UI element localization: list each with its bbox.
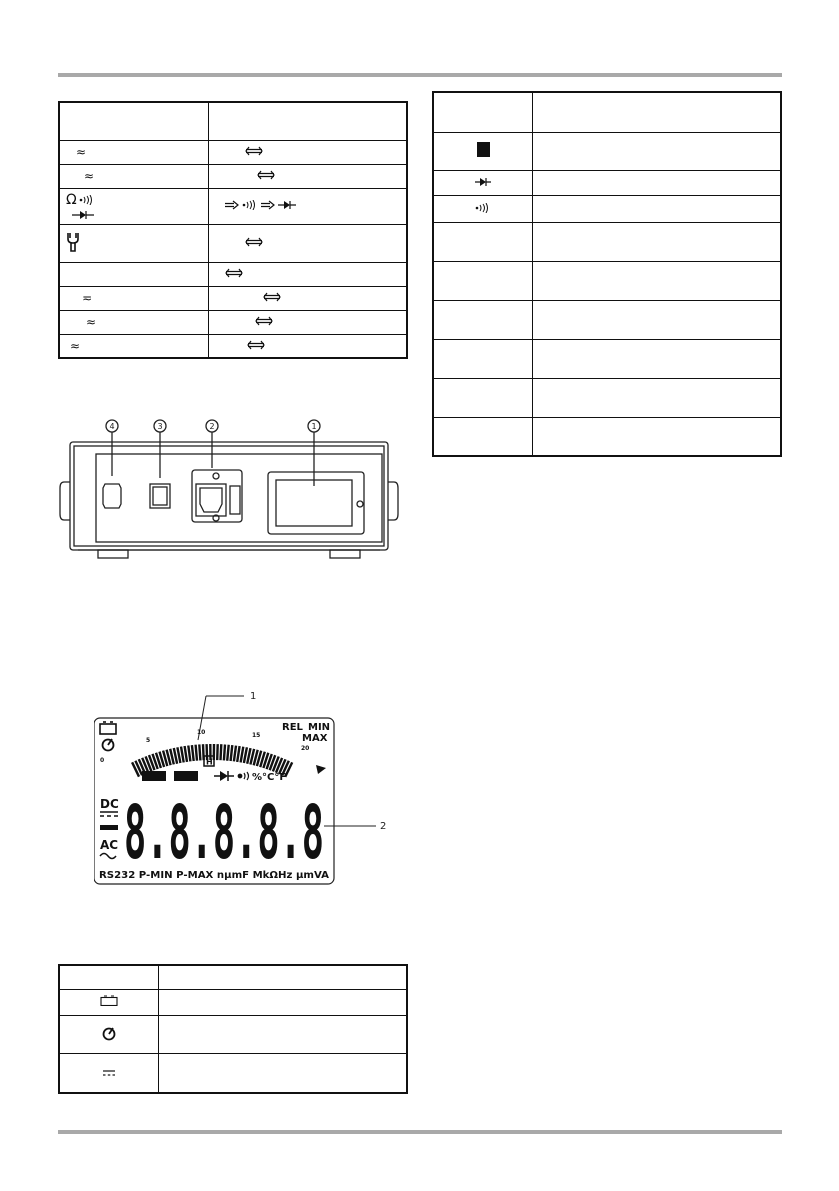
callout-3: 3 bbox=[157, 422, 163, 431]
sound-icon bbox=[79, 195, 93, 205]
lcd-bar-block bbox=[174, 771, 198, 781]
mode-cycle-symbols bbox=[215, 200, 296, 210]
bargraph-segment bbox=[231, 745, 233, 761]
scale-tick-label: 5 bbox=[146, 737, 151, 744]
rear-panel-figure bbox=[58, 414, 400, 564]
rel-indicator: REL bbox=[282, 722, 303, 733]
table-row bbox=[59, 1015, 407, 1053]
lcd-digits: 8.8.8.8.8 bbox=[124, 790, 324, 876]
table-row bbox=[59, 989, 407, 1015]
bargraph-segment bbox=[188, 746, 190, 762]
scale-tick-label: 20 bbox=[301, 745, 310, 752]
battery-icon bbox=[100, 995, 118, 1006]
sound-icon bbox=[242, 200, 258, 210]
diode-icon bbox=[475, 177, 491, 187]
ohm-continuity-diode-symbol bbox=[66, 193, 94, 220]
lcd-bottom-units: RS232 P-MIN P-MAX nµmF MkΩHz µmVA bbox=[99, 870, 330, 881]
bargraph-segment bbox=[192, 745, 194, 761]
lcd-callout-1: 1 bbox=[250, 691, 257, 702]
table-row bbox=[433, 222, 781, 261]
bargraph-segment bbox=[244, 747, 247, 763]
min-indicator: MIN bbox=[308, 722, 331, 733]
bargraph-segment bbox=[199, 744, 200, 760]
right-arrow-icon bbox=[261, 200, 275, 210]
table-row bbox=[433, 378, 781, 417]
battery-icon bbox=[100, 722, 116, 734]
table-row bbox=[59, 262, 407, 286]
sound-icon bbox=[238, 772, 248, 780]
lcd-callout-2: 2 bbox=[380, 821, 387, 832]
table-row bbox=[433, 261, 781, 300]
table-header-row bbox=[59, 102, 407, 140]
bargraph-segment bbox=[185, 746, 187, 762]
callout-1: 1 bbox=[311, 422, 317, 431]
diode-icon bbox=[278, 200, 296, 210]
double-arrow-icon bbox=[215, 268, 243, 278]
table-row bbox=[59, 188, 407, 224]
bottom-rule bbox=[58, 1130, 782, 1134]
bargraph-segment bbox=[181, 747, 184, 763]
table-row bbox=[433, 417, 781, 456]
scale-tick-label: 0 bbox=[100, 757, 105, 764]
bargraph-segment bbox=[227, 745, 229, 761]
bargraph-segment bbox=[196, 745, 197, 761]
top-rule bbox=[58, 73, 782, 77]
auto-power-off-icon bbox=[101, 1025, 117, 1041]
dc-symbol-icon bbox=[100, 812, 118, 816]
bargraph-segment bbox=[224, 745, 225, 761]
key-symbol-table bbox=[432, 91, 782, 457]
table-row bbox=[59, 286, 407, 310]
dc-indicator: DC bbox=[100, 797, 119, 811]
diode-icon bbox=[214, 771, 234, 781]
table-row bbox=[433, 170, 781, 195]
double-arrow-icon bbox=[215, 292, 281, 302]
ac-dc-symbol: ≂ bbox=[82, 291, 93, 305]
bargraph-arrow bbox=[316, 765, 326, 774]
table-row bbox=[59, 224, 407, 262]
function-symbol-table bbox=[58, 101, 408, 359]
table-row bbox=[59, 164, 407, 188]
ac-indicator: AC bbox=[100, 838, 119, 852]
double-arrow-icon bbox=[215, 316, 273, 326]
ac-approx-symbol: ≈ bbox=[70, 338, 81, 353]
bargraph-segment bbox=[177, 747, 180, 763]
ac-approx-symbol: ≈ bbox=[84, 169, 95, 183]
double-arrow-icon bbox=[215, 237, 263, 247]
bargraph-segment bbox=[221, 744, 222, 760]
hold-square-icon bbox=[477, 142, 490, 157]
lcd-bar-block bbox=[142, 771, 166, 781]
bargraph-segment bbox=[241, 747, 244, 763]
table-header-row bbox=[433, 92, 781, 132]
bargraph-segment bbox=[217, 744, 218, 760]
callout-4: 4 bbox=[109, 422, 115, 431]
bargraph-segment bbox=[234, 746, 236, 762]
lcd-display-figure bbox=[94, 688, 398, 888]
double-arrow-icon bbox=[215, 340, 265, 350]
table-row bbox=[59, 1053, 407, 1093]
diode-icon bbox=[72, 210, 94, 220]
max-indicator: MAX bbox=[302, 733, 328, 744]
units-percent-celsius-fahrenheit: %°C°F bbox=[252, 772, 287, 783]
double-arrow-icon bbox=[215, 170, 275, 180]
auto-power-off-icon bbox=[103, 739, 114, 751]
table-row bbox=[433, 132, 781, 170]
minus-sign bbox=[100, 825, 118, 830]
ac-wave-icon bbox=[100, 854, 116, 859]
callout-2: 2 bbox=[209, 422, 215, 431]
scale-tick-label: 15 bbox=[252, 732, 261, 739]
table-row bbox=[59, 334, 407, 358]
table-row bbox=[433, 300, 781, 339]
table-row bbox=[433, 195, 781, 222]
bargraph-segment bbox=[237, 746, 239, 762]
hold-indicator: H bbox=[206, 757, 213, 767]
sound-icon bbox=[475, 203, 491, 213]
table-row bbox=[433, 339, 781, 378]
ac-approx-symbol: ≈ bbox=[76, 145, 87, 159]
right-arrow-icon bbox=[225, 200, 239, 210]
ac-approx-symbol: ≈ bbox=[86, 315, 97, 329]
dc-symbol-icon bbox=[102, 1069, 116, 1077]
double-arrow-icon bbox=[215, 146, 263, 156]
table-row bbox=[59, 310, 407, 334]
table-row bbox=[59, 140, 407, 164]
clamp-icon bbox=[66, 232, 80, 252]
lcd-symbol-table bbox=[58, 964, 408, 1094]
scale-tick-label: 10 bbox=[197, 729, 206, 736]
table-header-row bbox=[59, 965, 407, 989]
ohm-symbol: Ω bbox=[66, 191, 77, 208]
